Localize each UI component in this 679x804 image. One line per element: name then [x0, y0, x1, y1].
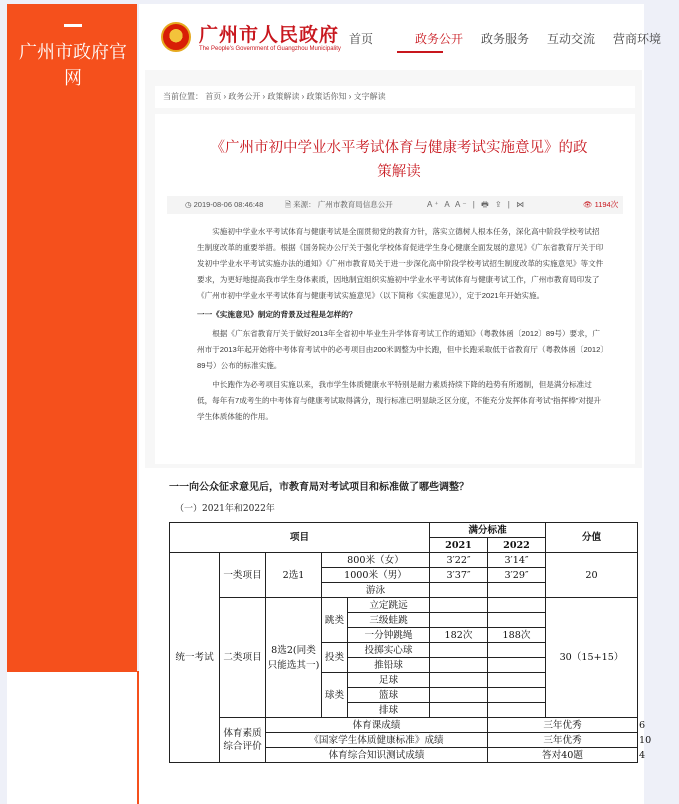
empty-cell	[430, 658, 488, 673]
paragraph: 根据《广东省教育厅关于做好2013年全省初中毕业生升学体育考试工作的通知》（粤教体函〔2012〕89号）要求，广州市于2013年起开始将中考体育考试中的必考项目由200米调整为中长跑，但中长跑采取低于省教育厅（粤教体函〔2012〕89号）公布的标准实施。	[197, 329, 605, 370]
rope-2022: 188次	[488, 628, 546, 643]
sidebar-banner	[7, 4, 137, 672]
paragraph: 实施初中学业水平考试体育与健康考试是全面贯彻党的教育方针，落实立德树人根本任务，深化高中阶段学校考试招生制度改革的重要举措。根据《国务院办公厅关于强化学校体育促进学生身心健康全面发展的意见》《广东省教育厅关于印发初中学业水平考试实施办法的通知》《广州市教育局关于进一步深化高中阶段学校考试招生制度改革的实施意见》等文件要求，为更好地提高我市学生身体素质，因地制宜组织实施初中学业水平考试体育与健康考试工作，广州市教育局印发了《广州市初中学业水平考试体育与健康考试实施意见》（以下简称《实施意见》），定于2021年开始实施。	[197, 227, 604, 300]
nav-home[interactable]: 首页	[349, 32, 374, 46]
article-meta-bar	[167, 196, 623, 214]
empty-cell	[430, 613, 488, 628]
empty-cell	[488, 673, 546, 688]
header-2022: 2022	[488, 538, 546, 553]
jump-group: 跳类	[322, 598, 348, 643]
eval-item: 体育综合知识测试成绩	[266, 748, 488, 763]
empty-cell	[430, 598, 488, 613]
run-female: 800米（女）	[322, 553, 430, 568]
header-score: 分值	[546, 523, 638, 553]
throw-group: 投类	[322, 643, 348, 673]
sidebar-title: 广州市政府官网	[19, 42, 127, 89]
jump-item: 三级蛙跳	[348, 613, 430, 628]
run-female-2021: 3′22″	[430, 553, 488, 568]
throw-item: 推铅球	[348, 658, 430, 673]
empty-cell	[430, 688, 488, 703]
jump-item: 一分钟跳绳	[348, 628, 430, 643]
article-screenshot	[145, 70, 642, 468]
national-emblem-icon	[161, 22, 191, 52]
ball-item: 足球	[348, 673, 430, 688]
empty-cell	[488, 703, 546, 718]
eval-cell: 体育素质综合评价	[220, 718, 266, 763]
empty-cell	[430, 583, 488, 598]
section-heading: 一一《实施意见》制定的背景及过程是怎样的？	[197, 310, 357, 319]
category-2-score: 30（15+15）	[546, 598, 638, 718]
article-title: 《广州市初中学业水平考试体育与健康考试实施意见》的政策解读	[210, 140, 588, 180]
site-name-en: The People's Government of Guangzhou Municipality	[199, 46, 341, 52]
run-male: 1000米（男）	[322, 568, 430, 583]
empty-cell	[430, 673, 488, 688]
nav-business-env[interactable]: 营商环境	[613, 32, 662, 46]
sidebar-card	[7, 672, 137, 804]
nav-active-underline	[397, 51, 443, 53]
article-tools[interactable]: A⁺ A A⁻ | 🖶 ⇪ | ⋈	[427, 200, 527, 209]
category-1-score: 20	[546, 553, 638, 598]
empty-cell	[488, 613, 546, 628]
eval-standard: 答对40题	[488, 748, 638, 763]
rope-2021: 182次	[430, 628, 488, 643]
header-full-score: 满分标准	[430, 523, 546, 538]
empty-cell	[488, 643, 546, 658]
eval-standard: 三年优秀	[488, 718, 638, 733]
empty-cell	[488, 598, 546, 613]
empty-cell	[430, 643, 488, 658]
swim: 游泳	[322, 583, 430, 598]
header-item: 项目	[170, 523, 430, 553]
empty-cell	[488, 583, 546, 598]
article-body	[155, 114, 635, 464]
paragraph: 中长跑作为必考项目实施以来，我市学生体质健康水平特别是耐力素质持续下降的趋势有所遏制，但是满分标准过低，每年有7成考生的中考体育与健康考试取得满分，现行标准已明显缺乏区分度，不能充分发挥体育考试“指挥棒”对提升学生体质体能的作用。	[197, 380, 602, 421]
score-table: 项目 满分标准 分值 2021 2022 统一考试 一类项目 2选1 800米（女） 3′22″ 3′14″ 20 1000米（男） 3′37″ 3′29″ 游泳 二类项目 8选2(同类只能选其一) 跳类 立定跳远 30（15+15） 三级蛙跳 一分钟跳绳 182次 188次 投类 投掷实心球 推铅球 球类 足球 篮球 排球 体育素质综合评价 体育课成绩 三年优秀 6 《国家学生体质健康标准》成绩 三年优秀 10 体育综合知识测试成绩 答对40题 4	[169, 522, 638, 763]
breadcrumb[interactable]: 当前位置： 首页 › 政务公开 › 政策解读 › 政策话你知 › 文字解读	[155, 86, 635, 108]
ball-item: 篮球	[348, 688, 430, 703]
article-source: 🗎 来源： 广州市教育局信息公开	[285, 200, 393, 209]
ball-group: 球类	[322, 673, 348, 718]
nav-gov-affairs-open[interactable]: 政务公开	[415, 32, 464, 46]
menu-dash-icon	[64, 24, 82, 27]
content-panel	[139, 4, 662, 804]
run-male-2022: 3′29″	[488, 568, 546, 583]
nav-interaction[interactable]: 互动交流	[547, 32, 596, 46]
throw-item: 投掷实心球	[348, 643, 430, 658]
category-1-rule: 2选1	[266, 553, 322, 598]
main-nav	[349, 30, 679, 47]
run-female-2022: 3′14″	[488, 553, 546, 568]
site-name[interactable]: 广州市人民政府	[199, 24, 340, 46]
ball-item: 排球	[348, 703, 430, 718]
nav-gov-services[interactable]: 政务服务	[481, 32, 530, 46]
publish-date: ◷ 2019-08-06 08:46:48	[185, 200, 264, 209]
section-heading: 一一向公众征求意见后，市教育局对考试项目和标准做了哪些调整？	[169, 482, 469, 493]
eval-standard: 三年优秀	[488, 733, 638, 748]
run-male-2021: 3′37″	[430, 568, 488, 583]
empty-cell	[430, 703, 488, 718]
section-subheading: （一）2021年和2022年	[175, 504, 275, 514]
empty-cell	[488, 688, 546, 703]
view-count: 👁 1194次	[583, 200, 619, 209]
empty-cell	[488, 658, 546, 673]
category-2-cell: 二类项目	[220, 598, 266, 718]
jump-item: 立定跳远	[348, 598, 430, 613]
unified-exam-cell: 统一考试	[170, 553, 220, 763]
category-1-cell: 一类项目	[220, 553, 266, 598]
header-2021: 2021	[430, 538, 488, 553]
eval-item: 《国家学生体质健康标准》成绩	[266, 733, 488, 748]
site-header	[139, 4, 662, 70]
category-2-rule: 8选2(同类只能选其一)	[266, 598, 322, 718]
article-paragraphs	[197, 224, 607, 428]
eval-item: 体育课成绩	[266, 718, 488, 733]
